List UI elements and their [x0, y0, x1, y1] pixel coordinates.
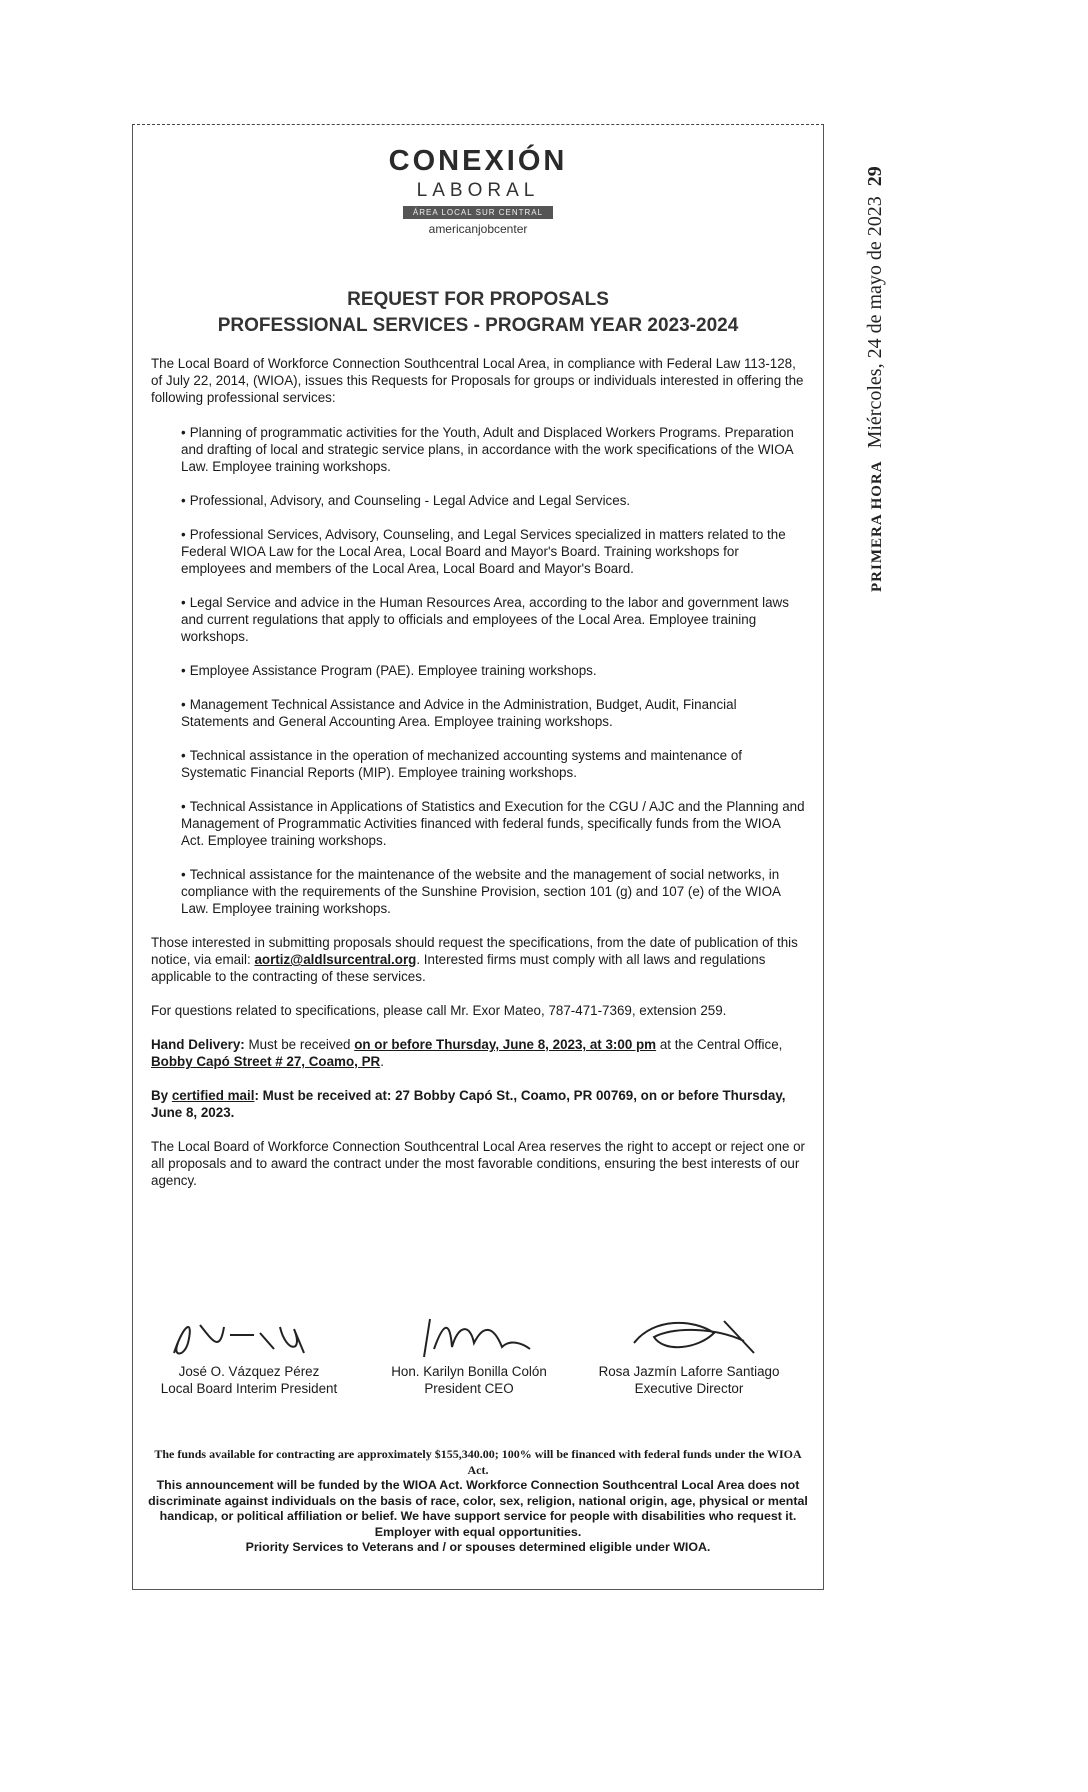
- bullet-icon: •: [181, 867, 186, 882]
- service-item: • Technical Assistance in Applications of Statistics and Execution for the CGU / AJC and the Planning and Management of Programmatic Activities financed with federal funds, specifically funds from the WIOA Act. Employee training workshops.: [181, 799, 805, 848]
- signatures: [149, 1313, 807, 1403]
- certified-mail-paragraph: By certified mail: Must be received at: 27 Bobby Capó St., Coamo, PR 00769, on or before Thursday, June 8, 2023.: [151, 1088, 786, 1120]
- veterans-statement: Priority Services to Veterans and / or spouses determined eligible under WIOA.: [245, 1540, 711, 1554]
- hand-delivery-paragraph: Hand Delivery: Must be received on or before Thursday, June 8, 2023, at 3:00 pm at the Central Office, Bobby Capó Street # 27, Coamo, PR.: [151, 1037, 783, 1069]
- deadline: on or before Thursday, June 8, 2023, at 3:00 pm: [354, 1037, 657, 1052]
- title-line-2: PROFESSIONAL SERVICES - PROGRAM YEAR 2023-2024: [217, 315, 739, 336]
- signatory-3: [589, 1313, 789, 1397]
- contact-email-link[interactable]: aortiz@aldlsurcentral.org: [254, 952, 417, 967]
- notice-title: [133, 289, 823, 337]
- nondiscrimination-statement: This announcement will be funded by the WIOA Act. Workforce Connection Southcentral Local Area does not discriminate against individuals on the basis of race, color, sex, religion, national origin, age, physical or mental handicap, or political affiliation or belief. We have support service for people with disabilities who request it. Employer with equal opportunities.: [148, 1478, 808, 1539]
- bullet-icon: •: [181, 697, 186, 712]
- signature-2-icon: [374, 1313, 564, 1361]
- logo-network: americanjobcenter: [428, 222, 528, 236]
- logo-brand: CONEXIÓN: [388, 145, 568, 177]
- funds-statement: The funds available for contracting are approximately $155,340.00; 100% will be financed with federal funds under the WIOA Act.: [154, 1447, 802, 1477]
- service-item: • Management Technical Assistance and Advice in the Administration, Budget, Audit, Financial Statements and General Accounting Area. Employee training workshops.: [181, 697, 737, 729]
- logo-area-bar: ÁREA LOCAL SUR CENTRAL: [403, 206, 553, 219]
- signature-1-icon: [154, 1313, 344, 1361]
- intro-paragraph: The Local Board of Workforce Connection Southcentral Local Area, in compliance with Federal Law 113-128, of July 22, 2014, (WIOA), issues this Requests for Proposals for groups or individuals interested in offering the following professional services:: [151, 356, 804, 405]
- publication-date: Miércoles, 24 de mayo de 2023: [864, 196, 886, 449]
- service-item: • Technical assistance for the maintenance of the website and the management of social networks, in compliance with the requirements of the Sunshine Provision, section 101 (g) and 107 (e) of the WIOA Law. Employee training workshops.: [181, 867, 781, 916]
- conexion-laboral-logo: [133, 145, 823, 236]
- services-list: [151, 424, 805, 917]
- signatory-role: Local Board Interim President: [160, 1381, 338, 1396]
- service-item: • Employee Assistance Program (PAE). Employee training workshops.: [181, 663, 597, 678]
- request-paragraph: Those interested in submitting proposals should request the specifications, from the date of publication of this notice, via email: aortiz@aldlsurcentral.org. Interested firms must comply with all laws and regulations applicable to the contracting of these services.: [151, 935, 798, 984]
- signatory-role: President CEO: [424, 1381, 514, 1396]
- logo-sub: LABORAL: [416, 180, 540, 201]
- publication-side-label: [820, 130, 886, 600]
- questions-paragraph: For questions related to specifications, please call Mr. Exor Mateo, 787-471-7369, extension 259.: [151, 1003, 727, 1018]
- page-number: 29: [864, 166, 886, 187]
- service-item: • Professional, Advisory, and Counseling - Legal Advice and Legal Services.: [181, 493, 631, 508]
- bullet-icon: •: [181, 493, 186, 508]
- bullet-icon: •: [181, 595, 186, 610]
- bullet-icon: •: [181, 663, 186, 678]
- signatory-role: Executive Director: [634, 1381, 744, 1396]
- notice-body: [151, 355, 805, 1189]
- bullet-icon: •: [181, 425, 186, 440]
- signatory-2: [369, 1313, 569, 1397]
- signatory-name: Rosa Jazmín Laforre Santiago: [598, 1364, 780, 1379]
- delivery-address: Bobby Capó Street # 27, Coamo, PR: [151, 1054, 381, 1069]
- bullet-icon: •: [181, 748, 186, 763]
- bullet-icon: •: [181, 799, 186, 814]
- signatory-1: [149, 1313, 349, 1397]
- footer-notice: [147, 1447, 809, 1556]
- service-item: • Planning of programmatic activities for the Youth, Adult and Displaced Workers Programs. Preparation and drafting of local and strategic service plans, in accordance with the work specifications of the WIOA Law. Employee training workshops.: [181, 425, 794, 474]
- signatory-name: Hon. Karilyn Bonilla Colón: [391, 1364, 547, 1379]
- title-line-1: REQUEST FOR PROPOSALS: [347, 289, 609, 310]
- publication-name: PRIMERA HORA: [869, 460, 885, 592]
- reserve-paragraph: The Local Board of Workforce Connection Southcentral Local Area reserves the right to accept or reject one or all proposals and to award the contract under the most favorable conditions, ensuring the best interests of our agency.: [151, 1139, 806, 1188]
- service-item: • Professional Services, Advisory, Counseling, and Legal Services specialized in matters related to the Federal WIOA Law for the Local Area, Local Board and Mayor's Board. Training workshops for employees and members of the Local Area, Local Board and Mayor's Board.: [181, 527, 786, 576]
- service-item: • Legal Service and advice in the Human Resources Area, according to the labor and government laws and current regulations that apply to officials and employees of the Local Area. Employee training workshops.: [181, 595, 789, 644]
- service-item: • Technical assistance in the operation of mechanized accounting systems and maintenance of Systematic Financial Reports (MIP). Employee training workshops.: [181, 748, 743, 780]
- signature-3-icon: [594, 1313, 784, 1361]
- bullet-icon: •: [181, 527, 186, 542]
- notice-clipping: [132, 124, 824, 1590]
- signatory-name: José O. Vázquez Pérez: [178, 1364, 320, 1379]
